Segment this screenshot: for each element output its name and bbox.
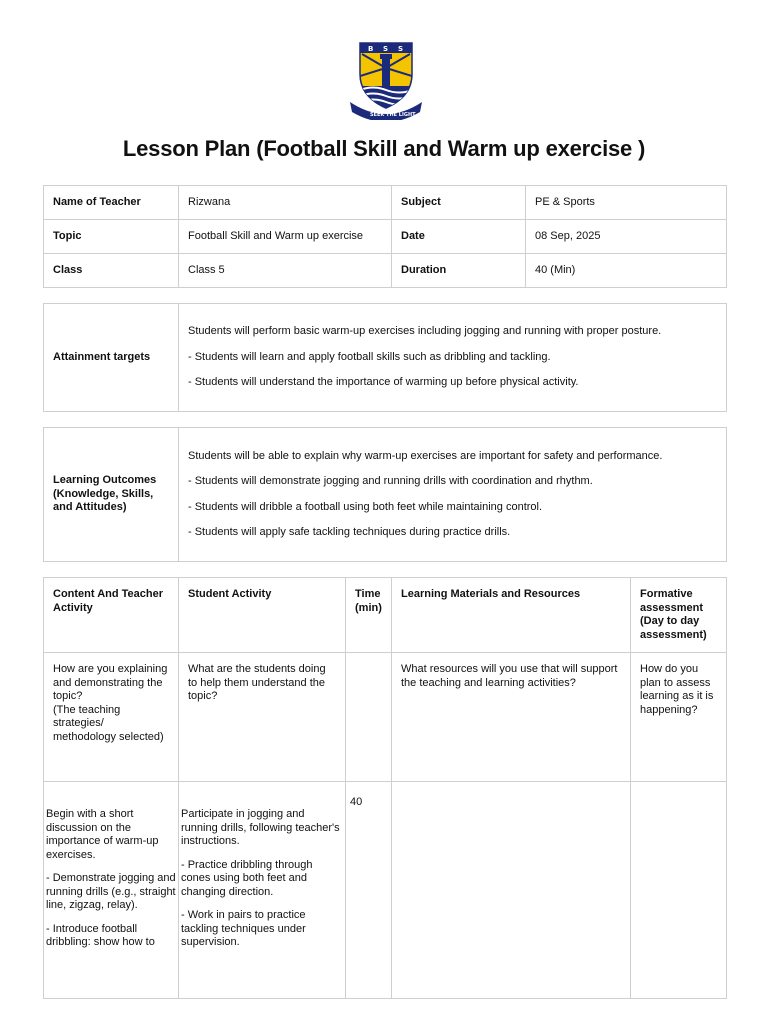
teacher-activity-cell	[44, 782, 179, 999]
table-header-row	[44, 578, 727, 653]
guiding-question: What are the students doing to help them understand the topic?	[179, 653, 346, 782]
column-header: Content And Teacher Activity	[44, 578, 179, 653]
attainment-item: - Students will learn and apply football skills such as dribbling and tackling.	[188, 350, 551, 363]
date-value: 08 Sep, 2025	[526, 220, 727, 254]
table-row	[44, 782, 727, 999]
attainment-targets-table	[43, 303, 727, 412]
table-row	[44, 653, 727, 782]
teacher-activity-item: - Introduce football dribbling: show how to	[46, 922, 155, 948]
topic-label: Topic	[44, 220, 179, 254]
guiding-question: How are you explaining and demonstrating the topic? (The teaching strategies/ methodology selected)	[44, 653, 179, 782]
time-cell: 40	[346, 782, 392, 999]
learning-outcomes-table	[43, 427, 727, 562]
subject-label: Subject	[392, 186, 526, 220]
school-logo	[344, 40, 428, 120]
column-header: Student Activity	[179, 578, 346, 653]
topic-value: Football Skill and Warm up exercise	[179, 220, 392, 254]
teacher-label: Name of Teacher	[44, 186, 179, 220]
materials-cell	[392, 782, 631, 999]
logo-letter: S	[383, 45, 389, 53]
duration-value: 40 (Min)	[526, 254, 727, 288]
logo-letter: B	[368, 45, 374, 53]
student-activity-item: Participate in jogging and running drills, following teacher's instructions.	[181, 808, 340, 847]
guiding-question: What resources will you use that will support the teaching and learning activities?	[392, 653, 631, 782]
table-row	[44, 254, 727, 288]
attainment-label: Attainment targets	[44, 304, 179, 412]
subject-value: PE & Sports	[526, 186, 727, 220]
logo-motto: SEEK THE LIGHT	[370, 112, 416, 118]
student-activity-item: - Practice dribbling through cones using both feet and changing direction.	[181, 858, 313, 898]
column-header: Learning Materials and Resources	[392, 578, 631, 653]
outcome-item: - Students will apply safe tackling techniques during practice drills.	[188, 526, 511, 538]
teacher-activity-item: - Demonstrate jogging and running drills (e.g., straight line, zigzag, relay).	[46, 872, 176, 911]
attainment-content	[179, 304, 727, 412]
table-row	[44, 428, 727, 562]
duration-label: Duration	[392, 254, 526, 288]
teacher-value: Rizwana	[179, 186, 392, 220]
page-title: Lesson Plan (Football Skill and Warm up exercise )	[122, 136, 646, 161]
guiding-question	[346, 653, 392, 782]
class-value: Class 5	[179, 254, 392, 288]
table-row	[44, 186, 727, 220]
lesson-info-table	[43, 185, 727, 288]
guiding-question: How do you plan to assess learning as it is happening?	[631, 653, 727, 782]
outcome-item: - Students will demonstrate jogging and running drills with coordination and rhythm.	[188, 475, 593, 487]
lesson-activity-table	[43, 577, 727, 999]
outcome-item: Students will be able to explain why warm-up exercises are important for safety and performance.	[188, 449, 663, 462]
student-activity-item: - Work in pairs to practice tackling techniques under supervision.	[181, 909, 306, 948]
teacher-activity-item: Begin with a short discussion on the importance of warm-up exercises.	[46, 808, 159, 861]
outcomes-content	[179, 428, 727, 562]
logo-letter: S	[398, 45, 404, 53]
student-activity-cell	[179, 782, 346, 999]
table-row	[44, 304, 727, 412]
column-header: Time (min)	[346, 578, 392, 653]
table-row	[44, 220, 727, 254]
outcomes-label: Learning Outcomes (Knowledge, Skills, and Attitudes)	[44, 428, 179, 562]
outcome-item: - Students will dribble a football using both feet while maintaining control.	[188, 500, 543, 513]
assessment-cell	[631, 782, 727, 999]
column-header: Formative assessment (Day to day assessment)	[631, 578, 727, 653]
attainment-item: - Students will understand the importance of warming up before physical activity.	[188, 376, 579, 389]
date-label: Date	[392, 220, 526, 254]
class-label: Class	[44, 254, 179, 288]
attainment-item: Students will perform basic warm-up exercises including jogging and running with proper posture.	[188, 325, 662, 338]
